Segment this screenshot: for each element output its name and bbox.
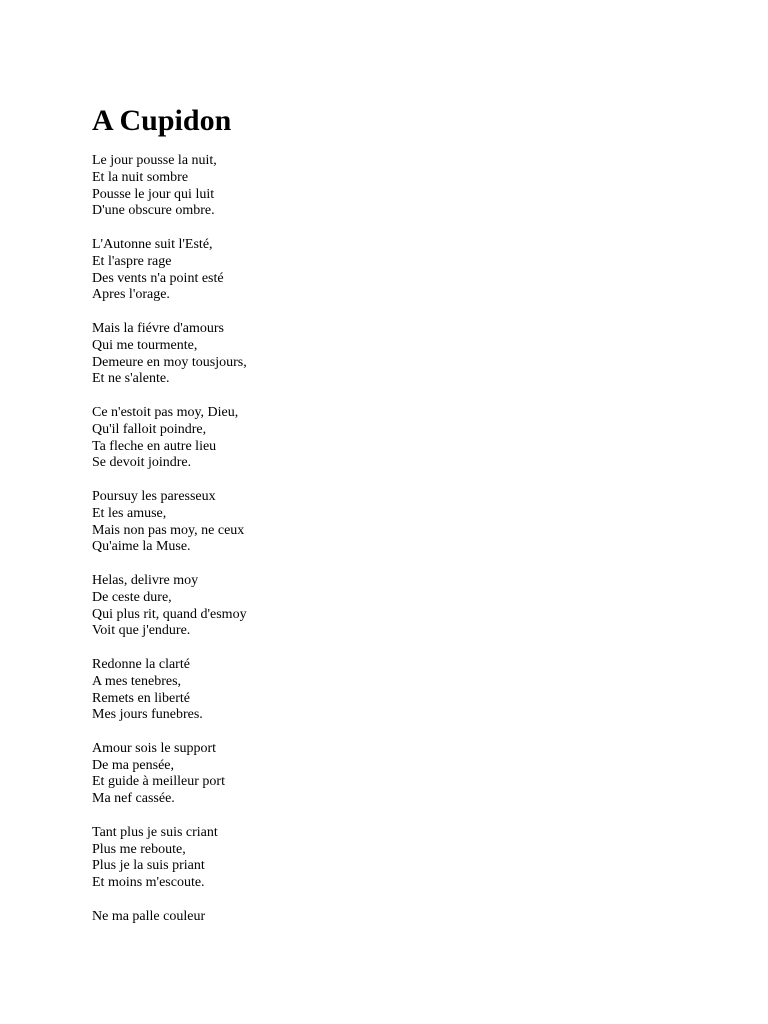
poem-line: Qu'aime la Muse. (92, 539, 191, 555)
poem-line: Ne ma palle couleur (92, 908, 206, 924)
poem-line: Plus me reboute, (92, 841, 186, 857)
poem-stanza (92, 741, 692, 808)
poem-line: Et ne s'alente. (92, 371, 170, 387)
poem-line: Et les amuse, (92, 505, 167, 521)
poem-line: De ceste dure, (92, 589, 172, 605)
poem-line: Helas, delivre moy (92, 572, 199, 588)
poem-line: Apres l'orage. (92, 287, 170, 303)
poem-line: Qui plus rit, quand d'esmoy (92, 606, 247, 622)
poem-stanza (92, 321, 692, 388)
poem-line: Amour sois le support (92, 740, 217, 756)
poem-line: Et guide à meilleur port (92, 774, 225, 790)
poem-line: Ma nef cassée. (92, 791, 175, 807)
poem-line: Et la nuit sombre (92, 169, 189, 185)
poem-line: D'une obscure ombre. (92, 203, 215, 219)
poem-line: Des vents n'a point esté (92, 270, 224, 286)
poem-line: Remets en liberté (92, 690, 190, 706)
poem-stanza (92, 489, 692, 556)
poem-line: De ma pensée, (92, 757, 175, 773)
poem-body (92, 153, 692, 942)
poem-line: A mes tenebres, (92, 673, 182, 689)
poem-line: Mais la fiévre d'amours (92, 320, 224, 336)
poem-stanza (92, 825, 692, 892)
poem-stanza (92, 237, 692, 304)
poem-title: A Cupidon (92, 104, 232, 137)
poem-line: Le jour pousse la nuit, (92, 153, 217, 168)
poem-stanza (92, 153, 692, 220)
poem-line: Poursuy les paresseux (92, 488, 216, 504)
poem-line: Mais non pas moy, ne ceux (92, 522, 245, 538)
poem-line: Demeure en moy tousjours, (92, 354, 247, 370)
poem-line: L'Autonne suit l'Esté, (92, 236, 213, 252)
poem-line: Pousse le jour qui luit (92, 186, 215, 202)
poem-line: Et moins m'escoute. (92, 875, 205, 891)
poem-line: Voit que j'endure. (92, 623, 191, 639)
poem-line: Se devoit joindre. (92, 455, 192, 471)
poem-line: Qu'il falloit poindre, (92, 421, 207, 437)
poem-line: Ta fleche en autre lieu (92, 438, 217, 454)
poem-line: Qui me tourmente, (92, 337, 198, 353)
poem-line: Mes jours funebres. (92, 707, 203, 723)
poem-line: Et l'aspre rage (92, 253, 172, 269)
poem-line: Ce n'estoit pas moy, Dieu, (92, 404, 239, 420)
poem-line: Plus je la suis priant (92, 858, 205, 874)
poem-line: Redonne la clarté (92, 656, 190, 672)
poem-stanza (92, 909, 692, 926)
poem-stanza (92, 657, 692, 724)
poem-stanza (92, 573, 692, 640)
poem-stanza (92, 405, 692, 472)
poem-line: Tant plus je suis criant (92, 824, 218, 840)
